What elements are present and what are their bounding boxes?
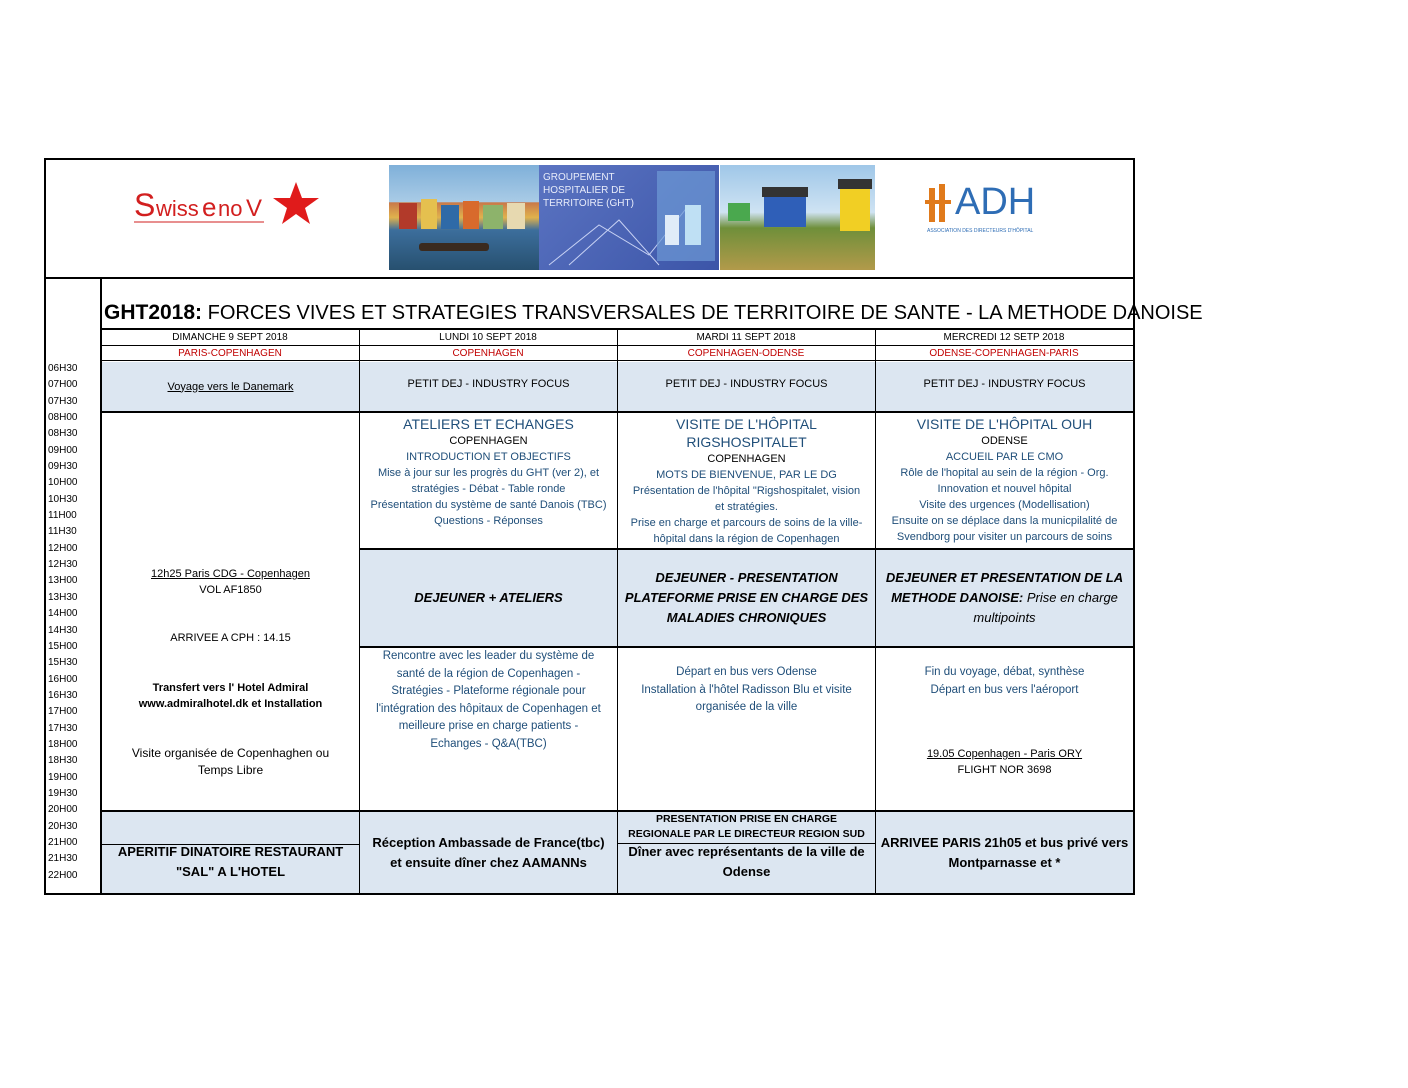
time-label: 17H30 — [48, 722, 78, 734]
day2-evening — [360, 812, 617, 893]
route-label: PARIS-COPENHAGEN — [178, 347, 282, 359]
afternoon-line: organisée de la ville — [695, 701, 798, 713]
day-date: LUNDI 10 SEPT 2018 — [439, 332, 537, 343]
day1-arrival: ARRIVEE A CPH : 14.15 — [170, 632, 291, 644]
day1-evening — [102, 812, 359, 893]
page-title — [104, 298, 1203, 328]
detail-line: MOTS DE BIENVENUE, PAR LE DG — [656, 469, 837, 481]
title-prefix: GHT2018: — [104, 301, 203, 324]
day3-morning — [618, 413, 875, 548]
afternoon-line: Fin du voyage, débat, synthèse — [924, 666, 1085, 678]
ght-banner-text: GROUPEMENT HOSPITALIER DE TERRITOIRE (GHT) — [543, 172, 634, 209]
svg-text:wiss: wiss — [156, 196, 199, 221]
time-label: 12H00 — [48, 542, 78, 554]
afternoon-line: Départ en bus vers Odense — [676, 666, 817, 678]
detail-line: Rôle de l'hopital au sein de la région - Org. — [900, 467, 1109, 479]
lunch-line: DEJEUNER - PRESENTATION — [655, 570, 838, 585]
route-2 — [359, 346, 617, 360]
time-label: 20H00 — [48, 804, 78, 816]
lunch-emphasis: METHODE DANOISE: — [891, 590, 1024, 605]
time-label: 20H30 — [48, 820, 78, 832]
svg-text:e: e — [202, 192, 217, 222]
evening-top-line: PRESENTATION PRISE EN CHARGE — [655, 813, 838, 825]
adh-logo — [925, 180, 1055, 240]
day-header-4 — [875, 330, 1133, 345]
route-1 — [101, 346, 359, 360]
detail-line: hôpital dans la région de Copenhagen — [653, 533, 840, 545]
lunch-text: Prise en charge — [1026, 590, 1118, 605]
detail-line: Svendborg pour visiter un parcours de soins — [896, 531, 1113, 543]
time-label: 14H00 — [48, 608, 78, 620]
detail-line: Innovation et nouvel hôpital — [937, 483, 1072, 495]
column-divider-1 — [359, 330, 360, 894]
day2-lunch — [360, 550, 617, 646]
afternoon-line: l'intégration des hôpitaux de Copenhagen et — [376, 702, 601, 715]
time-label: 10H00 — [48, 477, 78, 489]
detail-line: et stratégies. — [715, 501, 778, 513]
time-label: 13H00 — [48, 575, 78, 587]
ght-banner — [539, 165, 719, 270]
time-label: 18H00 — [48, 738, 78, 750]
day1-evening-line: APERITIF DINATOIRE RESTAURANT — [117, 844, 344, 859]
day4-afternoon — [876, 664, 1133, 704]
day3-breakfast-text: PETIT DEJ - INDUSTRY FOCUS — [665, 378, 828, 390]
day1-afternoon — [102, 413, 359, 810]
evening-line: Odense — [722, 864, 771, 879]
lunch-line: PLATEFORME PRISE EN CHARGE DES — [624, 590, 869, 605]
time-label: 21H30 — [48, 853, 78, 865]
afternoon-line: santé de la région de Copenhagen - — [396, 667, 581, 680]
detail-line: Présentation de l'hôpital "Rigshospitalet, vision — [632, 485, 861, 497]
time-label: 19H30 — [48, 787, 78, 799]
time-label: 08H00 — [48, 412, 78, 424]
title-main: FORCES VIVES ET STRATEGIES TRANSVERSALES DE TERRITOIRE DE SANTE - LA METHODE DANOISE — [207, 302, 1203, 324]
day1-evening-line: "SAL" A L'HOTEL — [175, 864, 286, 879]
day1-transfer: Transfert vers l' Hotel Admiral — [152, 682, 309, 694]
afternoon-line: Départ en bus vers l'aéroport — [930, 683, 1079, 696]
lunch-line: MALADIES CHRONIQUES — [666, 610, 827, 625]
day4-flight: 19.05 Copenhagen - Paris ORY — [926, 748, 1083, 760]
lunch-line: multipoints — [973, 610, 1036, 625]
day1-visit: Visite organisée de Copenhaghen ou — [131, 746, 330, 760]
svg-text:V: V — [246, 195, 263, 222]
day4-breakfast-text: PETIT DEJ - INDUSTRY FOCUS — [923, 378, 1086, 390]
day-date: MARDI 11 SEPT 2018 — [696, 332, 796, 343]
detail-line: Visite des urgences (Modellisation) — [919, 499, 1090, 511]
time-label: 08H30 — [48, 428, 78, 440]
day-date: DIMANCHE 9 SEPT 2018 — [172, 332, 288, 343]
day2-afternoon — [360, 648, 617, 808]
adh-logo-text: ADH — [955, 181, 1036, 223]
day3-evening-divider — [618, 843, 875, 844]
day2-breakfast — [360, 362, 617, 411]
day2-breakfast-text: PETIT DEJ - INDUSTRY FOCUS — [407, 378, 570, 390]
time-label: 15H00 — [48, 640, 78, 652]
day2-morning-details — [360, 449, 617, 529]
afternoon-line: Stratégies - Plateforme régionale pour — [391, 685, 586, 697]
day4-evening — [876, 812, 1133, 893]
evening-line: Dîner avec représentants de la ville de — [628, 844, 865, 859]
time-label: 14H30 — [48, 624, 78, 636]
day-header-1 — [101, 330, 359, 345]
afternoon-line: Echanges - Q&A(TBC) — [430, 737, 547, 750]
day3-afternoon — [618, 664, 875, 744]
day3-evening — [618, 812, 875, 893]
time-label: 16H00 — [48, 673, 78, 685]
time-label: 21H00 — [48, 836, 78, 848]
time-label: 18H30 — [48, 755, 78, 767]
day1-visit-2: Temps Libre — [197, 763, 264, 777]
time-label: 19H00 — [48, 771, 78, 783]
afternoon-line: Rencontre avec les leader du système de — [382, 650, 595, 662]
day-header-3 — [617, 330, 875, 345]
time-label: 12H30 — [48, 559, 78, 571]
day4-return-flight — [876, 746, 1133, 778]
detail-line: Présentation du système de santé Danois (TBC) — [370, 499, 607, 511]
detail-line: Questions - Réponses — [434, 515, 543, 527]
day2-morning-title: ATELIERS ET ECHANGES — [403, 416, 574, 432]
day4-lunch — [876, 550, 1133, 646]
day3-morning-title: VISITE DE L'HÔPITAL RIGSHOSPITALET — [676, 416, 817, 450]
day3-breakfast — [618, 362, 875, 411]
time-label: 17H00 — [48, 706, 78, 718]
copenhagen-harbour-photo — [389, 165, 539, 270]
time-column — [46, 361, 100, 884]
detail-line: Ensuite on se déplace dans la municpilalité de — [891, 515, 1118, 527]
day3-morning-place: COPENHAGEN — [707, 453, 786, 465]
time-label: 22H00 — [48, 869, 78, 881]
column-divider-3 — [875, 330, 876, 894]
route-label: COPENHAGEN — [452, 347, 524, 359]
day4-morning-place: ODENSE — [981, 435, 1028, 447]
detail-line: INTRODUCTION ET OBJECTIFS — [406, 451, 571, 463]
svg-text:S: S — [134, 187, 156, 223]
detail-line: Prise en charge et parcours de soins de la ville- — [630, 517, 863, 529]
evening-line: Montparnasse et * — [948, 854, 1061, 870]
day1-morning-text: Voyage vers le Danemark — [167, 380, 294, 393]
logo-divider — [44, 277, 1135, 279]
day1-flight: 12h25 Paris CDG - Copenhagen — [151, 568, 310, 580]
route-label: ODENSE-COPENHAGEN-PARIS — [929, 347, 1079, 359]
svg-text:no: no — [218, 196, 243, 221]
day4-morning-title: VISITE DE L'HÔPITAL OUH — [916, 416, 1093, 432]
day3-lunch — [618, 550, 875, 646]
time-label: 07H30 — [48, 395, 78, 407]
day4-morning-details — [876, 449, 1133, 545]
time-label: 10H30 — [48, 493, 78, 505]
day4-morning — [876, 413, 1133, 548]
day1-morning — [102, 362, 359, 411]
day4-breakfast — [876, 362, 1133, 411]
detail-line: ACCUEIL PAR LE CMO — [945, 451, 1064, 463]
evening-line: ARRIVEE PARIS 21h05 et bus privé vers — [880, 834, 1129, 850]
evening-line: et ensuite dîner chez AAMANNs — [390, 854, 587, 870]
evening-line: Réception Ambassade de France(tbc) — [372, 834, 605, 850]
day4-flight-number: FLIGHT NOR 3698 — [957, 764, 1052, 776]
time-label: 13H30 — [48, 591, 78, 603]
route-4 — [875, 346, 1133, 360]
beach-huts-photo — [720, 165, 875, 270]
day-date: MERCREDI 12 SETP 2018 — [943, 332, 1065, 343]
day2-lunch-text: DEJEUNER + ATELIERS — [414, 590, 563, 605]
time-label: 09H30 — [48, 461, 78, 473]
adh-logo-subtitle: ASSOCIATION DES DIRECTEURS D'HÔPITAL — [927, 228, 1034, 234]
afternoon-line: Installation à l'hôtel Radisson Blu et visite — [641, 683, 852, 696]
day1-flight-number: VOL AF1850 — [199, 584, 262, 596]
detail-line: Mise à jour sur les progrès du GHT (ver 2), et — [377, 467, 600, 479]
detail-line: stratégies - Débat - Table ronde — [411, 483, 566, 495]
afternoon-line: meilleure prise en charge patients - — [398, 720, 579, 732]
evening-top-line: REGIONALE PAR LE DIRECTEUR REGION SUD — [628, 828, 865, 840]
lunch-line — [891, 588, 1118, 608]
time-label: 06H30 — [48, 363, 78, 374]
route-label: COPENHAGEN-ODENSE — [687, 347, 805, 359]
time-label: 16H30 — [48, 689, 78, 701]
day2-morning-place: COPENHAGEN — [449, 435, 528, 447]
swissenov-logo — [134, 180, 324, 230]
time-label: 11H30 — [48, 526, 77, 538]
time-label: 07H00 — [48, 379, 78, 391]
route-3 — [617, 346, 875, 360]
day-header-2 — [359, 330, 617, 345]
day2-morning — [360, 413, 617, 548]
time-label: 09H00 — [48, 444, 78, 456]
lunch-line: DEJEUNER ET PRESENTATION DE LA — [885, 570, 1124, 585]
day1-transfer-2: www.admiralhotel.dk et Installation — [138, 698, 323, 710]
column-divider-2 — [617, 330, 618, 894]
time-label: 11H00 — [48, 510, 77, 522]
time-label: 15H30 — [48, 657, 78, 669]
